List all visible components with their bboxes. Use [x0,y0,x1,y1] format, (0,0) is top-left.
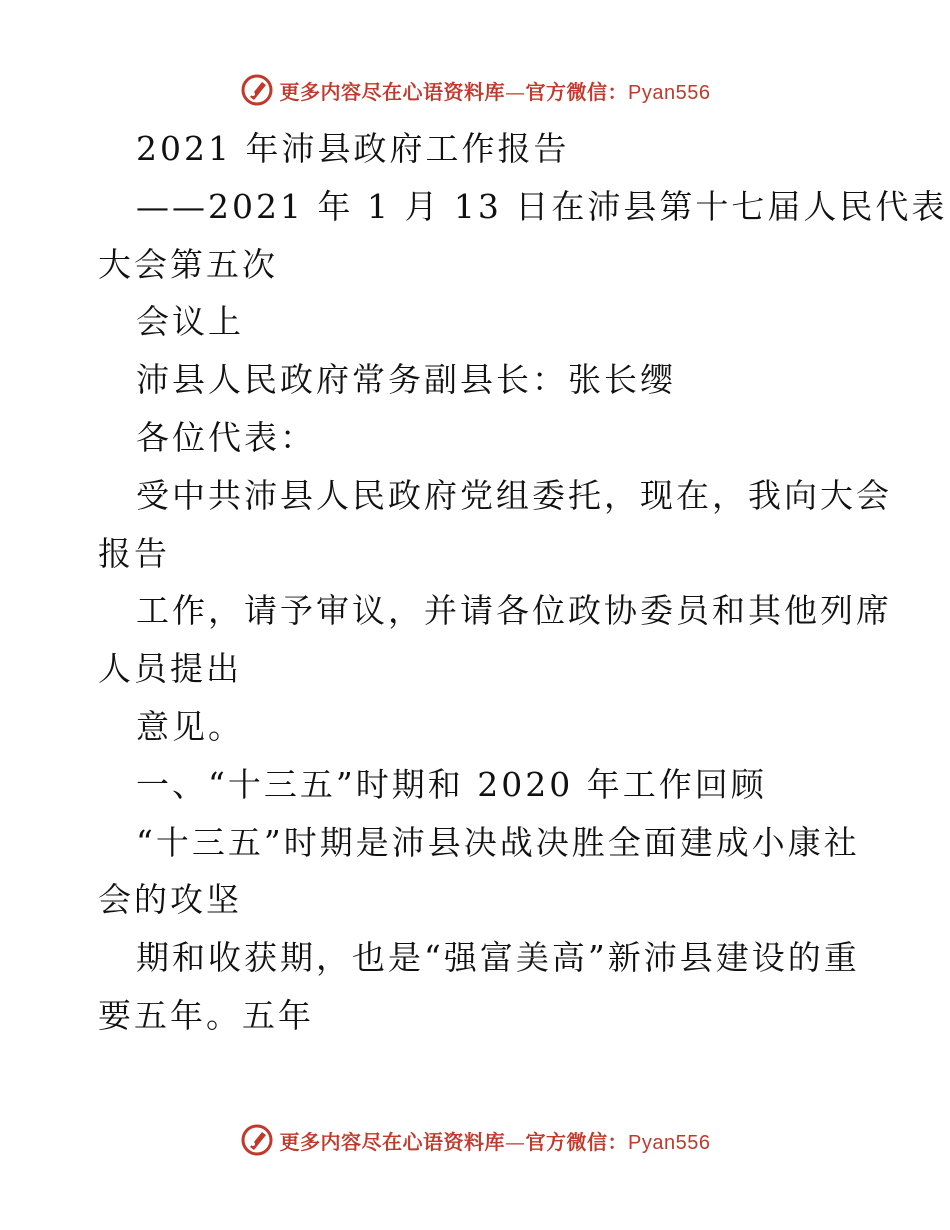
document-line: 工作，请予审议，并请各位政协委员和其他列席 [136,591,892,631]
document-line: 会议上 [136,302,244,342]
document-line: 人员提出 [98,649,242,689]
document-line: 要五年。五年 [98,995,314,1035]
document-body [98,120,948,1045]
document-line: 意见。 [136,706,244,746]
document-subtitle: ——2021 年 1 月 13 日在沛县第十七届人民代表 [136,186,948,226]
document-salutation: 各位代表： [136,417,316,457]
footer-watermark [0,1120,950,1160]
document-line: 大会第五次 [98,244,278,284]
document-line: 报告 [98,533,170,573]
document-line: 会的攻坚 [98,880,242,920]
document-author: 沛县人民政府常务副县长：张长缨 [136,360,676,400]
pen-in-circle-icon [240,1123,274,1157]
header-watermark [0,70,950,110]
watermark-text: 更多内容尽在心语资料库—官方微信：Pyan556 [279,79,711,104]
document-line: 期和收获期，也是“强富美高”新沛县建设的重 [136,938,860,978]
document-line: “十三五”时期是沛县决战决胜全面建成小康社 [136,822,860,862]
pen-in-circle-icon [240,73,274,107]
section-heading: 一、“十三五”时期和 2020 年工作回顾 [136,764,767,804]
document-line: 受中共沛县人民政府党组委托，现在，我向大会 [136,475,892,515]
document-title: 2021 年沛县政府工作报告 [136,129,570,168]
watermark-text: 更多内容尽在心语资料库—官方微信：Pyan556 [279,1129,711,1154]
